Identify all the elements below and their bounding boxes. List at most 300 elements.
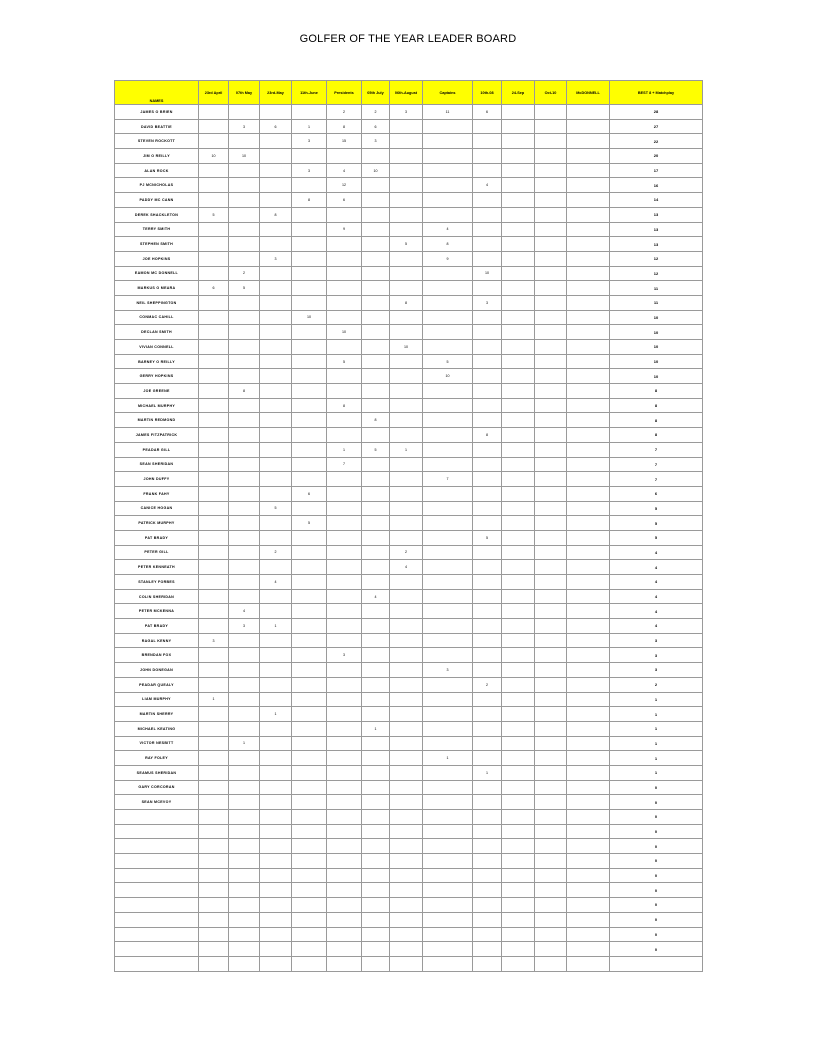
golfer-name [115,883,199,898]
score-cell [567,428,610,443]
score-cell [567,912,610,927]
leaderboard-table [114,80,703,972]
score-cell [390,604,423,619]
score-cell [292,413,327,428]
score-cell [199,295,229,310]
score-cell [567,765,610,780]
score-cell [362,516,390,531]
score-cell [362,927,390,942]
score-cell [229,428,260,443]
score-cell [362,633,390,648]
score-cell [327,765,362,780]
score-cell [502,956,535,971]
score-cell [292,619,327,634]
score-cell [292,398,327,413]
score-cell [473,648,502,663]
score-cell [535,545,567,560]
score-cell [535,677,567,692]
table-row [115,119,703,134]
table-row [115,486,703,501]
score-cell [567,413,610,428]
score-cell [327,501,362,516]
score-cell [327,956,362,971]
golfer-name: BARNEY O REILLY [115,354,199,369]
score-cell [535,149,567,164]
score-cell [567,501,610,516]
total-cell: 0 [610,883,703,898]
score-cell [199,398,229,413]
score-cell [567,824,610,839]
score-cell [473,237,502,252]
table-row [115,340,703,355]
total-cell: 7 [610,457,703,472]
score-cell: 5 [327,354,362,369]
column-header: 23rd-May [260,81,292,105]
score-cell: 1 [260,707,292,722]
score-cell [502,721,535,736]
score-cell: 1 [260,619,292,634]
score-cell [535,560,567,575]
total-cell: 20 [610,149,703,164]
golfer-name: JOHN DUFFY [115,472,199,487]
score-cell [327,251,362,266]
table-row [115,134,703,149]
score-cell: 3 [473,295,502,310]
score-cell [567,589,610,604]
total-cell: 12 [610,251,703,266]
score-cell [502,839,535,854]
score-cell [327,868,362,883]
score-cell [292,266,327,281]
golfer-name: MICHAEL KEATING [115,721,199,736]
score-cell [292,898,327,913]
score-cell [567,795,610,810]
score-cell [535,486,567,501]
score-cell [535,369,567,384]
score-cell [292,222,327,237]
score-cell [199,575,229,590]
score-cell [535,868,567,883]
score-cell [362,692,390,707]
score-cell: 5 [229,281,260,296]
total-cell: 8 [610,413,703,428]
table-row [115,898,703,913]
score-cell [567,207,610,222]
score-cell [567,677,610,692]
score-cell [535,898,567,913]
score-cell [229,354,260,369]
score-cell [199,486,229,501]
score-cell [423,795,473,810]
score-cell [229,868,260,883]
score-cell [362,398,390,413]
total-cell: 14 [610,193,703,208]
score-cell [473,721,502,736]
score-cell [229,340,260,355]
score-cell [292,501,327,516]
score-cell [390,193,423,208]
score-cell [423,486,473,501]
golfer-name: NEIL SHEPPINGTON [115,295,199,310]
score-cell [327,854,362,869]
score-cell [362,501,390,516]
score-cell [535,516,567,531]
score-cell [390,810,423,825]
score-cell [229,824,260,839]
score-cell [260,883,292,898]
score-cell [473,633,502,648]
score-cell [229,663,260,678]
score-cell [535,251,567,266]
score-cell [327,839,362,854]
score-cell [390,134,423,149]
score-cell [423,765,473,780]
score-cell: 8 [473,428,502,443]
score-cell [423,413,473,428]
score-cell: 15 [327,134,362,149]
score-cell [327,619,362,634]
score-cell [535,530,567,545]
score-cell [423,442,473,457]
score-cell [390,575,423,590]
total-cell: 22 [610,134,703,149]
total-cell: 10 [610,354,703,369]
table-row [115,530,703,545]
golfer-name: PADDY MC CANN [115,193,199,208]
score-cell [567,575,610,590]
table-row [115,105,703,120]
score-cell [229,530,260,545]
golfer-name: PETER GILL [115,545,199,560]
score-cell [327,677,362,692]
score-cell [502,883,535,898]
total-cell: 1 [610,707,703,722]
score-cell [473,340,502,355]
score-cell [502,530,535,545]
score-cell [535,325,567,340]
score-cell [362,868,390,883]
column-header: 06th-August [390,81,423,105]
score-cell [473,384,502,399]
score-cell [292,927,327,942]
score-cell [535,119,567,134]
score-cell [260,560,292,575]
score-cell [199,707,229,722]
score-cell [229,501,260,516]
score-cell [502,398,535,413]
score-cell [292,677,327,692]
column-header: 10th-08 [473,81,502,105]
score-cell [473,442,502,457]
score-cell: 7 [423,472,473,487]
total-cell: 3 [610,648,703,663]
score-cell [502,384,535,399]
score-cell [473,854,502,869]
score-cell [390,413,423,428]
score-cell [535,942,567,957]
score-cell [260,310,292,325]
score-cell [199,251,229,266]
score-cell: 10 [362,163,390,178]
score-cell [535,457,567,472]
table-row [115,868,703,883]
score-cell [199,648,229,663]
golfer-name: MARKUS O MEARA [115,281,199,296]
column-header: 11th-June [292,81,327,105]
score-cell [362,839,390,854]
score-cell [567,193,610,208]
score-cell [229,295,260,310]
score-cell: 5 [199,207,229,222]
score-cell [567,839,610,854]
score-cell [229,545,260,560]
total-cell: 11 [610,281,703,296]
score-cell [260,193,292,208]
score-cell [423,780,473,795]
score-cell [390,530,423,545]
score-cell [292,707,327,722]
score-cell [423,575,473,590]
score-cell [362,575,390,590]
score-cell [327,927,362,942]
score-cell [390,898,423,913]
score-cell [362,266,390,281]
score-cell [535,780,567,795]
score-cell [327,707,362,722]
score-cell [362,765,390,780]
score-cell: 3 [199,633,229,648]
score-cell [502,325,535,340]
score-cell [327,942,362,957]
score-cell [229,677,260,692]
golfer-name: FRANK FAHY [115,486,199,501]
score-cell: 3 [292,134,327,149]
golfer-name: PEADAR GILL [115,442,199,457]
score-cell [292,633,327,648]
golfer-name: JOE HOPKINS [115,251,199,266]
score-cell [260,854,292,869]
score-cell: 3 [229,619,260,634]
score-cell [199,501,229,516]
score-cell [260,898,292,913]
score-cell [362,912,390,927]
total-cell: 4 [610,589,703,604]
score-cell [199,663,229,678]
score-cell [423,648,473,663]
score-cell [502,354,535,369]
score-cell [390,956,423,971]
score-cell [502,942,535,957]
score-cell: 4 [260,575,292,590]
score-cell [535,927,567,942]
score-cell [423,384,473,399]
score-cell [535,912,567,927]
score-cell [535,854,567,869]
score-cell [567,692,610,707]
score-cell [423,824,473,839]
golfer-name: LIAM MURPHY [115,692,199,707]
table-row [115,251,703,266]
score-cell [327,340,362,355]
column-header: Presidents [327,81,362,105]
score-cell [567,883,610,898]
table-row [115,178,703,193]
table-row [115,927,703,942]
score-cell [473,310,502,325]
score-cell [473,369,502,384]
score-cell [423,516,473,531]
score-cell [567,310,610,325]
score-cell [292,281,327,296]
score-cell [362,795,390,810]
score-cell [362,295,390,310]
score-cell [390,428,423,443]
score-cell [229,163,260,178]
score-cell [199,193,229,208]
score-cell: 5 [390,237,423,252]
score-cell [260,589,292,604]
score-cell [567,472,610,487]
score-cell [390,163,423,178]
score-cell [473,516,502,531]
total-cell: 28 [610,105,703,120]
score-cell [292,765,327,780]
score-cell [502,266,535,281]
score-cell: 6 [362,119,390,134]
score-cell [473,163,502,178]
total-cell: 4 [610,575,703,590]
score-cell [423,633,473,648]
score-cell [292,207,327,222]
score-cell [327,237,362,252]
score-cell: 2 [362,105,390,120]
column-header: 05th July [362,81,390,105]
score-cell [260,765,292,780]
score-cell [473,281,502,296]
score-cell [535,575,567,590]
score-cell [390,648,423,663]
score-cell [292,251,327,266]
score-cell [502,472,535,487]
score-cell [260,384,292,399]
score-cell [473,619,502,634]
score-cell [423,839,473,854]
score-cell [362,663,390,678]
score-cell: 2 [473,677,502,692]
score-cell [535,428,567,443]
score-cell [502,413,535,428]
golfer-name: VICTOR NESBITT [115,736,199,751]
table-row [115,633,703,648]
score-cell [327,692,362,707]
score-cell [473,942,502,957]
golfer-name: PAT BRADY [115,530,199,545]
score-cell: 10 [292,310,327,325]
score-cell [260,340,292,355]
golfer-name: PETER MCKENNA [115,604,199,619]
score-cell [535,736,567,751]
score-cell: 10 [423,369,473,384]
score-cell [502,868,535,883]
score-cell [535,589,567,604]
score-cell [473,472,502,487]
score-cell [199,413,229,428]
table-row [115,648,703,663]
score-cell [229,398,260,413]
score-cell: 11 [423,105,473,120]
score-cell [390,633,423,648]
score-cell [473,898,502,913]
score-cell [567,751,610,766]
score-cell: 2 [327,105,362,120]
score-cell [567,810,610,825]
score-cell [423,295,473,310]
score-cell [473,604,502,619]
golfer-name: TERRY SMITH [115,222,199,237]
score-cell [229,912,260,927]
score-cell [327,369,362,384]
score-cell [327,428,362,443]
score-cell [473,707,502,722]
score-cell [362,619,390,634]
score-cell [229,251,260,266]
golfer-name [115,868,199,883]
table-row [115,839,703,854]
score-cell [535,648,567,663]
score-cell [423,942,473,957]
score-cell [502,134,535,149]
score-cell [260,912,292,927]
score-cell [502,677,535,692]
score-cell [390,472,423,487]
table-row [115,721,703,736]
score-cell [502,751,535,766]
score-cell [327,883,362,898]
score-cell [423,810,473,825]
total-cell: 6 [610,486,703,501]
score-cell [362,751,390,766]
total-cell: 0 [610,912,703,927]
score-cell [260,868,292,883]
score-cell [567,384,610,399]
score-cell [199,354,229,369]
score-cell [229,810,260,825]
score-cell: 12 [327,178,362,193]
score-cell [390,765,423,780]
score-cell [423,501,473,516]
score-cell [390,501,423,516]
total-cell: 1 [610,765,703,780]
score-cell [423,428,473,443]
score-cell [229,765,260,780]
score-cell [473,839,502,854]
table-row [115,442,703,457]
golfer-name: JOHN DONEGAN [115,663,199,678]
table-row [115,222,703,237]
table-row [115,516,703,531]
score-cell [535,442,567,457]
golfer-name: RAGAL KENNY [115,633,199,648]
score-cell [362,898,390,913]
score-cell [567,780,610,795]
score-cell [567,868,610,883]
score-cell [199,824,229,839]
score-cell [473,663,502,678]
column-header: McDONNELL [567,81,610,105]
golfer-name: DAVID BEATTIE [115,119,199,134]
score-cell [362,530,390,545]
score-cell [362,428,390,443]
